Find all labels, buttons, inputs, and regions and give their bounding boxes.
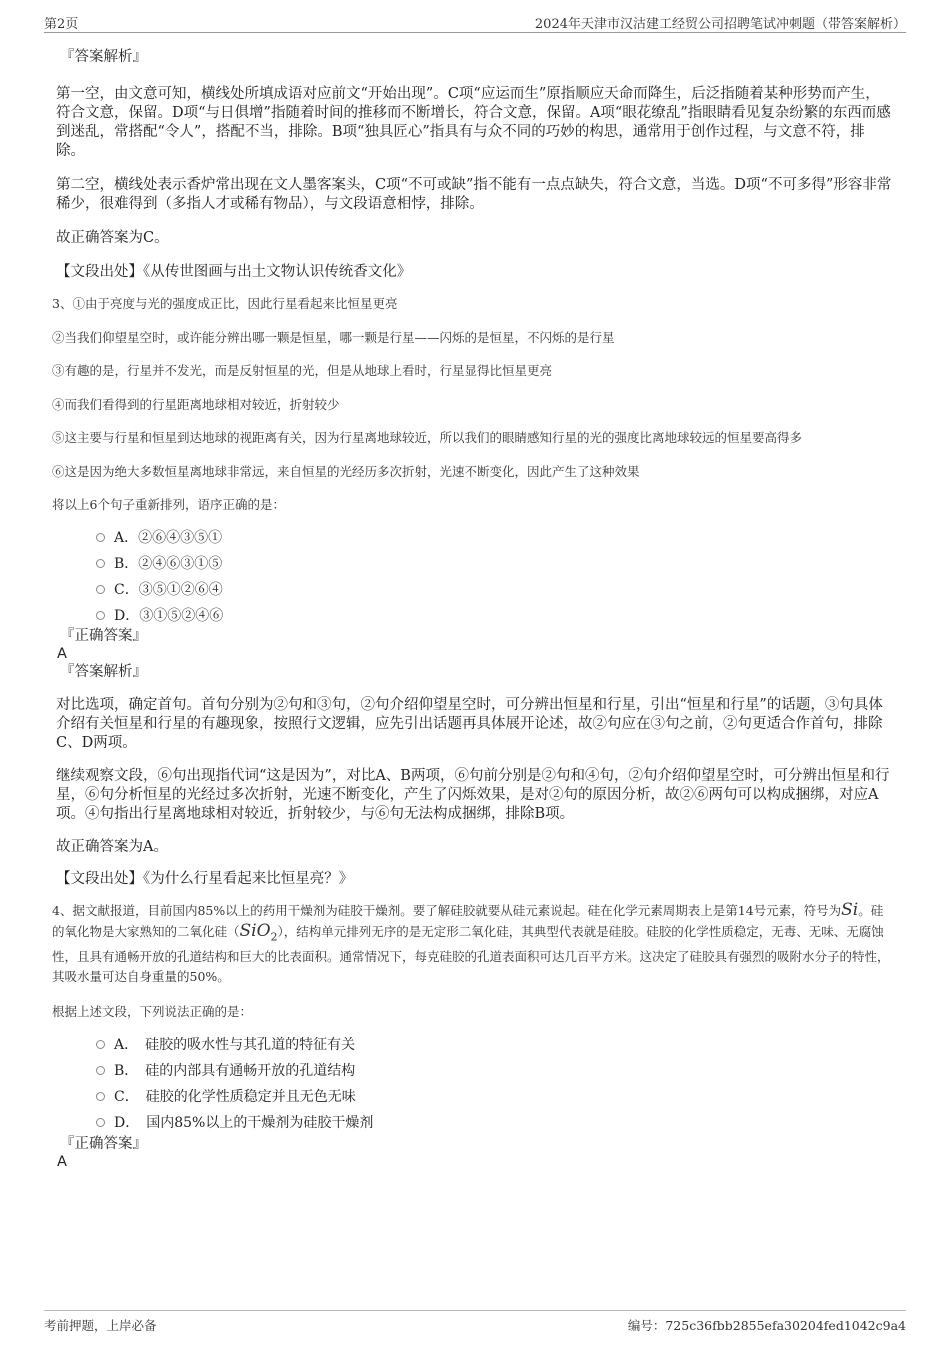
q3-answer: A	[57, 646, 67, 662]
radio-icon[interactable]	[96, 1066, 105, 1075]
q3-option-b[interactable]: B．②④⑥③①⑤	[56, 550, 892, 576]
q4-option-c[interactable]: C． 硅胶的化学性质稳定并且无色无味	[56, 1083, 892, 1109]
q3-sentence: ②当我们仰望星空时，或许能分辨出哪一颗是恒星，哪一颗是行星——闪烁的是恒星，不闪烁的是行星	[52, 329, 615, 345]
q3-prompt: 将以上6个句子重新排列，语序正确的是：	[52, 497, 285, 512]
q4-answer: A	[57, 1154, 67, 1171]
q3-sentence: ④而我们看得到的行星距离地球相对较近，折射较少	[52, 396, 340, 412]
page-number: 第2页	[44, 17, 79, 32]
q4-options	[56, 1031, 892, 1135]
q4-option-b[interactable]: B． 硅的内部具有通畅开放的孔道结构	[56, 1057, 892, 1083]
q3-options	[56, 524, 892, 628]
radio-icon[interactable]	[96, 559, 105, 568]
radio-icon[interactable]	[96, 533, 105, 542]
q3-option-d[interactable]: D．③①⑤②④⑥	[56, 602, 892, 628]
page-header	[44, 10, 906, 33]
radio-icon[interactable]	[96, 1040, 105, 1049]
q4-intro: 4、据文献报道，目前国内85%以上的药用干燥剂为硅胶干燥剂。要了解硅胶就要从硅元素说起。硅在化学元素周期表上是第14号元素，符号为Si。硅的氧化物是大家熟知的二氧化硅（SiO$_2$），结构单元排列无序的是无定形二氧化硅，其典型代表就是硅胶。硅胶的化学性质稳定，无毒、无味、无腐蚀性，且具有通畅开放的孔道结构和巨大的比表面积。通常情况下，每克硅胶的孔道表面积可达几百平方米。这决定了硅胶具有强烈的吸附水分子的特性，其吸水量可达自身重量的50%。	[52, 900, 890, 985]
radio-icon[interactable]	[96, 611, 105, 620]
page-footer	[44, 1310, 906, 1335]
q3-sentence: 3、①由于亮度与光的强度成正比，因此行星看起来比恒星更亮	[52, 296, 398, 311]
sio2-formula: SiO$_2$	[239, 921, 278, 944]
document-title: 2024年天津市汉沽建工经贸公司招聘笔试冲刺题（带答案解析）	[534, 17, 906, 32]
footer-slogan: 考前押题，上岸必备	[44, 1318, 157, 1333]
si-symbol: Si	[841, 900, 859, 920]
radio-icon[interactable]	[96, 585, 105, 594]
q3-sentence: ③有趣的是，行星并不发光，而是反射恒星的光，但是从地球上看时，行星显得比恒星更亮	[52, 363, 553, 378]
q4-option-d[interactable]: D． 国内85%以上的干燥剂为硅胶干燥剂	[56, 1109, 892, 1135]
q2-analysis-para-2: 第二空，横线处表示香炉常出现在文人墨客案头，C项“不可或缺”指不能有一点点缺失，符合文意，当选。D项“不可多得”形容非常稀少，很难得到（多指人才或稀有物品），与文段语意相悖，排除。	[56, 177, 892, 212]
document-id: 编号：725c36fbb2855efa30204fed1042c9a4	[627, 1318, 906, 1333]
q3-option-a[interactable]: A．②⑥④③⑤①	[56, 524, 892, 550]
q3-analysis-para-1: 对比选项，确定首句。首句分别为②句和③句，②句介绍仰望星空时，可分辨出恒星和行星，引出“恒星和行星”的话题，③句具体介绍有关恒星和行星的有趣现象，按照行文逻辑，应先引出话题再具体展开论述，故②句应在③句之前，②句更适合作首句，排除C、D两项。	[56, 697, 883, 751]
q2-analysis-para-1: 第一空，由文意可知，横线处所填成语对应前文“开始出现”。C项“应运而生”原指顺应天命而降生，后泛指随着某种形势而产生，符合文意，保留。D项“与日俱增”指随着时间的推移而不断增长，符合文意，保留。A项“眼花缭乱”指眼睛看见复杂纷繁的东西而感到迷乱，常搭配“令人”，搭配不当，排除。B项“独具匠心”指具有与众不同的巧妙的构思，通常用于创作过程，与文意不符，排除。	[56, 86, 891, 159]
radio-icon[interactable]	[96, 1092, 105, 1101]
q3-option-c[interactable]: C．③⑤①②⑥④	[56, 576, 892, 602]
main-content	[52, 44, 892, 1171]
q3-sentence: ⑤这主要与行星和恒星到达地球的视距离有关，因为行星离地球较近，所以我们的眼睛感知行星的光的强度比离地球较远的恒星要高得多	[52, 430, 803, 445]
q3-answer-label: 『正确答案』	[60, 628, 147, 644]
q4-answer-label: 『正确答案』	[60, 1136, 147, 1153]
q2-conclusion: 故正确答案为C。	[56, 230, 169, 246]
q3-source: 【文段出处】《为什么行星看起来比恒星亮？》	[56, 871, 354, 887]
q4-option-a[interactable]: A． 硅胶的吸水性与其孔道的特征有关	[56, 1031, 892, 1057]
radio-icon[interactable]	[96, 1118, 105, 1127]
q3-sentence: ⑥这是因为绝大多数恒星离地球非常远，来自恒星的光经历多次折射，光速不断变化，因此产生了这种效果	[52, 463, 640, 479]
q3-sentences	[52, 295, 892, 520]
q3-analysis-label: 『答案解析』	[60, 664, 147, 680]
q2-source: 【文段出处】《从传世图画与出土文物认识传统香文化》	[56, 264, 412, 280]
q3-conclusion: 故正确答案为A。	[56, 839, 168, 855]
q3-analysis-para-2: 继续观察文段，⑥句出现指代词“这是因为”，对比A、B两项，⑥句前分别是②句和④句，②句介绍仰望星空时，可分辨出恒星和行星，⑥句分析恒星的光经过多次折射，光速不断变化，产生了闪烁效果，是对②句的原因分析，故②⑥两句可以构成捆绑，对应A项。④句指出行星离地球相对较近，折射较少，与⑥句无法构成捆绑，排除B项。	[56, 768, 890, 822]
q2-analysis-label: 『答案解析』	[60, 49, 147, 65]
q4-prompt: 根据上述文段，下列说法正确的是：	[52, 1004, 253, 1020]
